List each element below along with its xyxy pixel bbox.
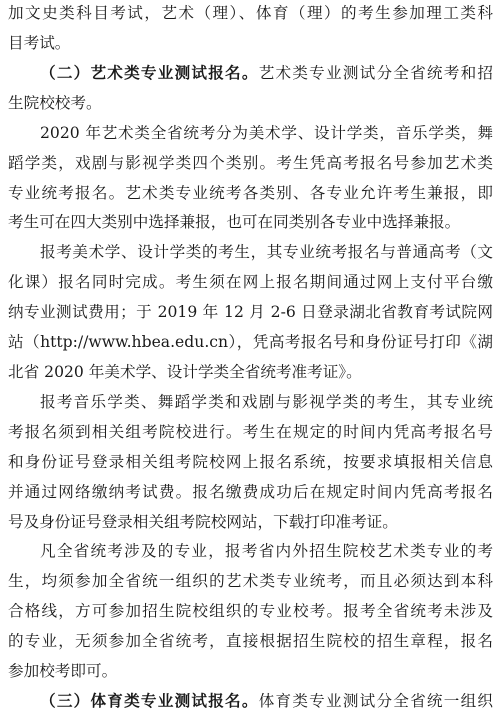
text-line: 考报名须到相关组考院校进行。考生在规定的时间内凭高考报名号 bbox=[8, 422, 493, 441]
text-line: 站（http://www.hbea.edu.cn），凭高考报名号和身份证号打印《湖 bbox=[8, 333, 493, 351]
text-line: 和身份证号登录相关组考院校网上报名系统，按要求填报相关信息 bbox=[8, 452, 493, 471]
text-line: 的专业，无须参加全省统考，直接根据招生院校的招生章程，报名 bbox=[8, 632, 493, 651]
text-line: 生，均须参加全省统一组织的艺术类专业统考，而且必须达到本科 bbox=[8, 572, 493, 591]
text-line: 号及身份证号登录相关组考院校网站，下载打印准考证。 bbox=[8, 512, 398, 531]
section-heading: （三）体育类专业测试报名。 bbox=[40, 692, 259, 710]
text-line: 参加校考即可。 bbox=[8, 662, 118, 681]
text-line: 凡全省统考涉及的专业，报考省内外招生院校艺术类专业的考 bbox=[40, 542, 493, 561]
text-line: 报考美术学、设计学类的考生，其专业统考报名与普通高考（文 bbox=[40, 243, 493, 262]
text-run: 艺术类专业测试分全省统考和招 bbox=[258, 63, 493, 82]
text-line: 加文史类科目考试，艺术（理）、体育（理）的考生参加理工类科 bbox=[8, 4, 493, 22]
section-heading-line bbox=[8, 691, 493, 711]
text-line: 蹈学类，戏剧与影视学类四个类别。考生凭高考报名号参加艺术类 bbox=[8, 153, 493, 172]
text-line: 专业统考报名。艺术类专业统考各类别、各专业允许考生兼报，即 bbox=[8, 183, 493, 202]
text-line: 纳专业测试费用；于 2019 年 12 月 2-6 日登录湖北省教育考试院网 bbox=[8, 303, 493, 322]
text-line: 北省 2020 年美术学、设计学类全省统考准考证》。 bbox=[8, 363, 362, 381]
text-line: 合格线，方可参加招生院校组织的专业校考。报考全省统考未涉及 bbox=[8, 602, 493, 621]
text-line: 2020 年艺术类全省统考分为美术学、设计学类，音乐学类，舞 bbox=[40, 123, 493, 142]
text-line: 报考音乐学类、舞蹈学类和戏剧与影视学类的考生，其专业统 bbox=[40, 392, 493, 411]
section-heading: （二）艺术类专业测试报名。 bbox=[40, 63, 259, 82]
text-line: 生院校校考。 bbox=[8, 93, 102, 112]
text-line: 考生可在四大类别中选择兼报，也可在同类别各专业中选择兼报。 bbox=[8, 213, 461, 232]
text-run: 体育类专业测试分全省统一组织 bbox=[258, 692, 493, 710]
section-heading-line bbox=[8, 63, 493, 83]
text-line: 并通过网络缴纳考试费。报名缴费成功后在规定时间内凭高考报名 bbox=[8, 482, 493, 501]
text-line: 化课）报名同时完成。考生须在网上报名期间通过网上支付平台缴 bbox=[8, 273, 493, 292]
text-line: 目考试。 bbox=[8, 33, 71, 52]
